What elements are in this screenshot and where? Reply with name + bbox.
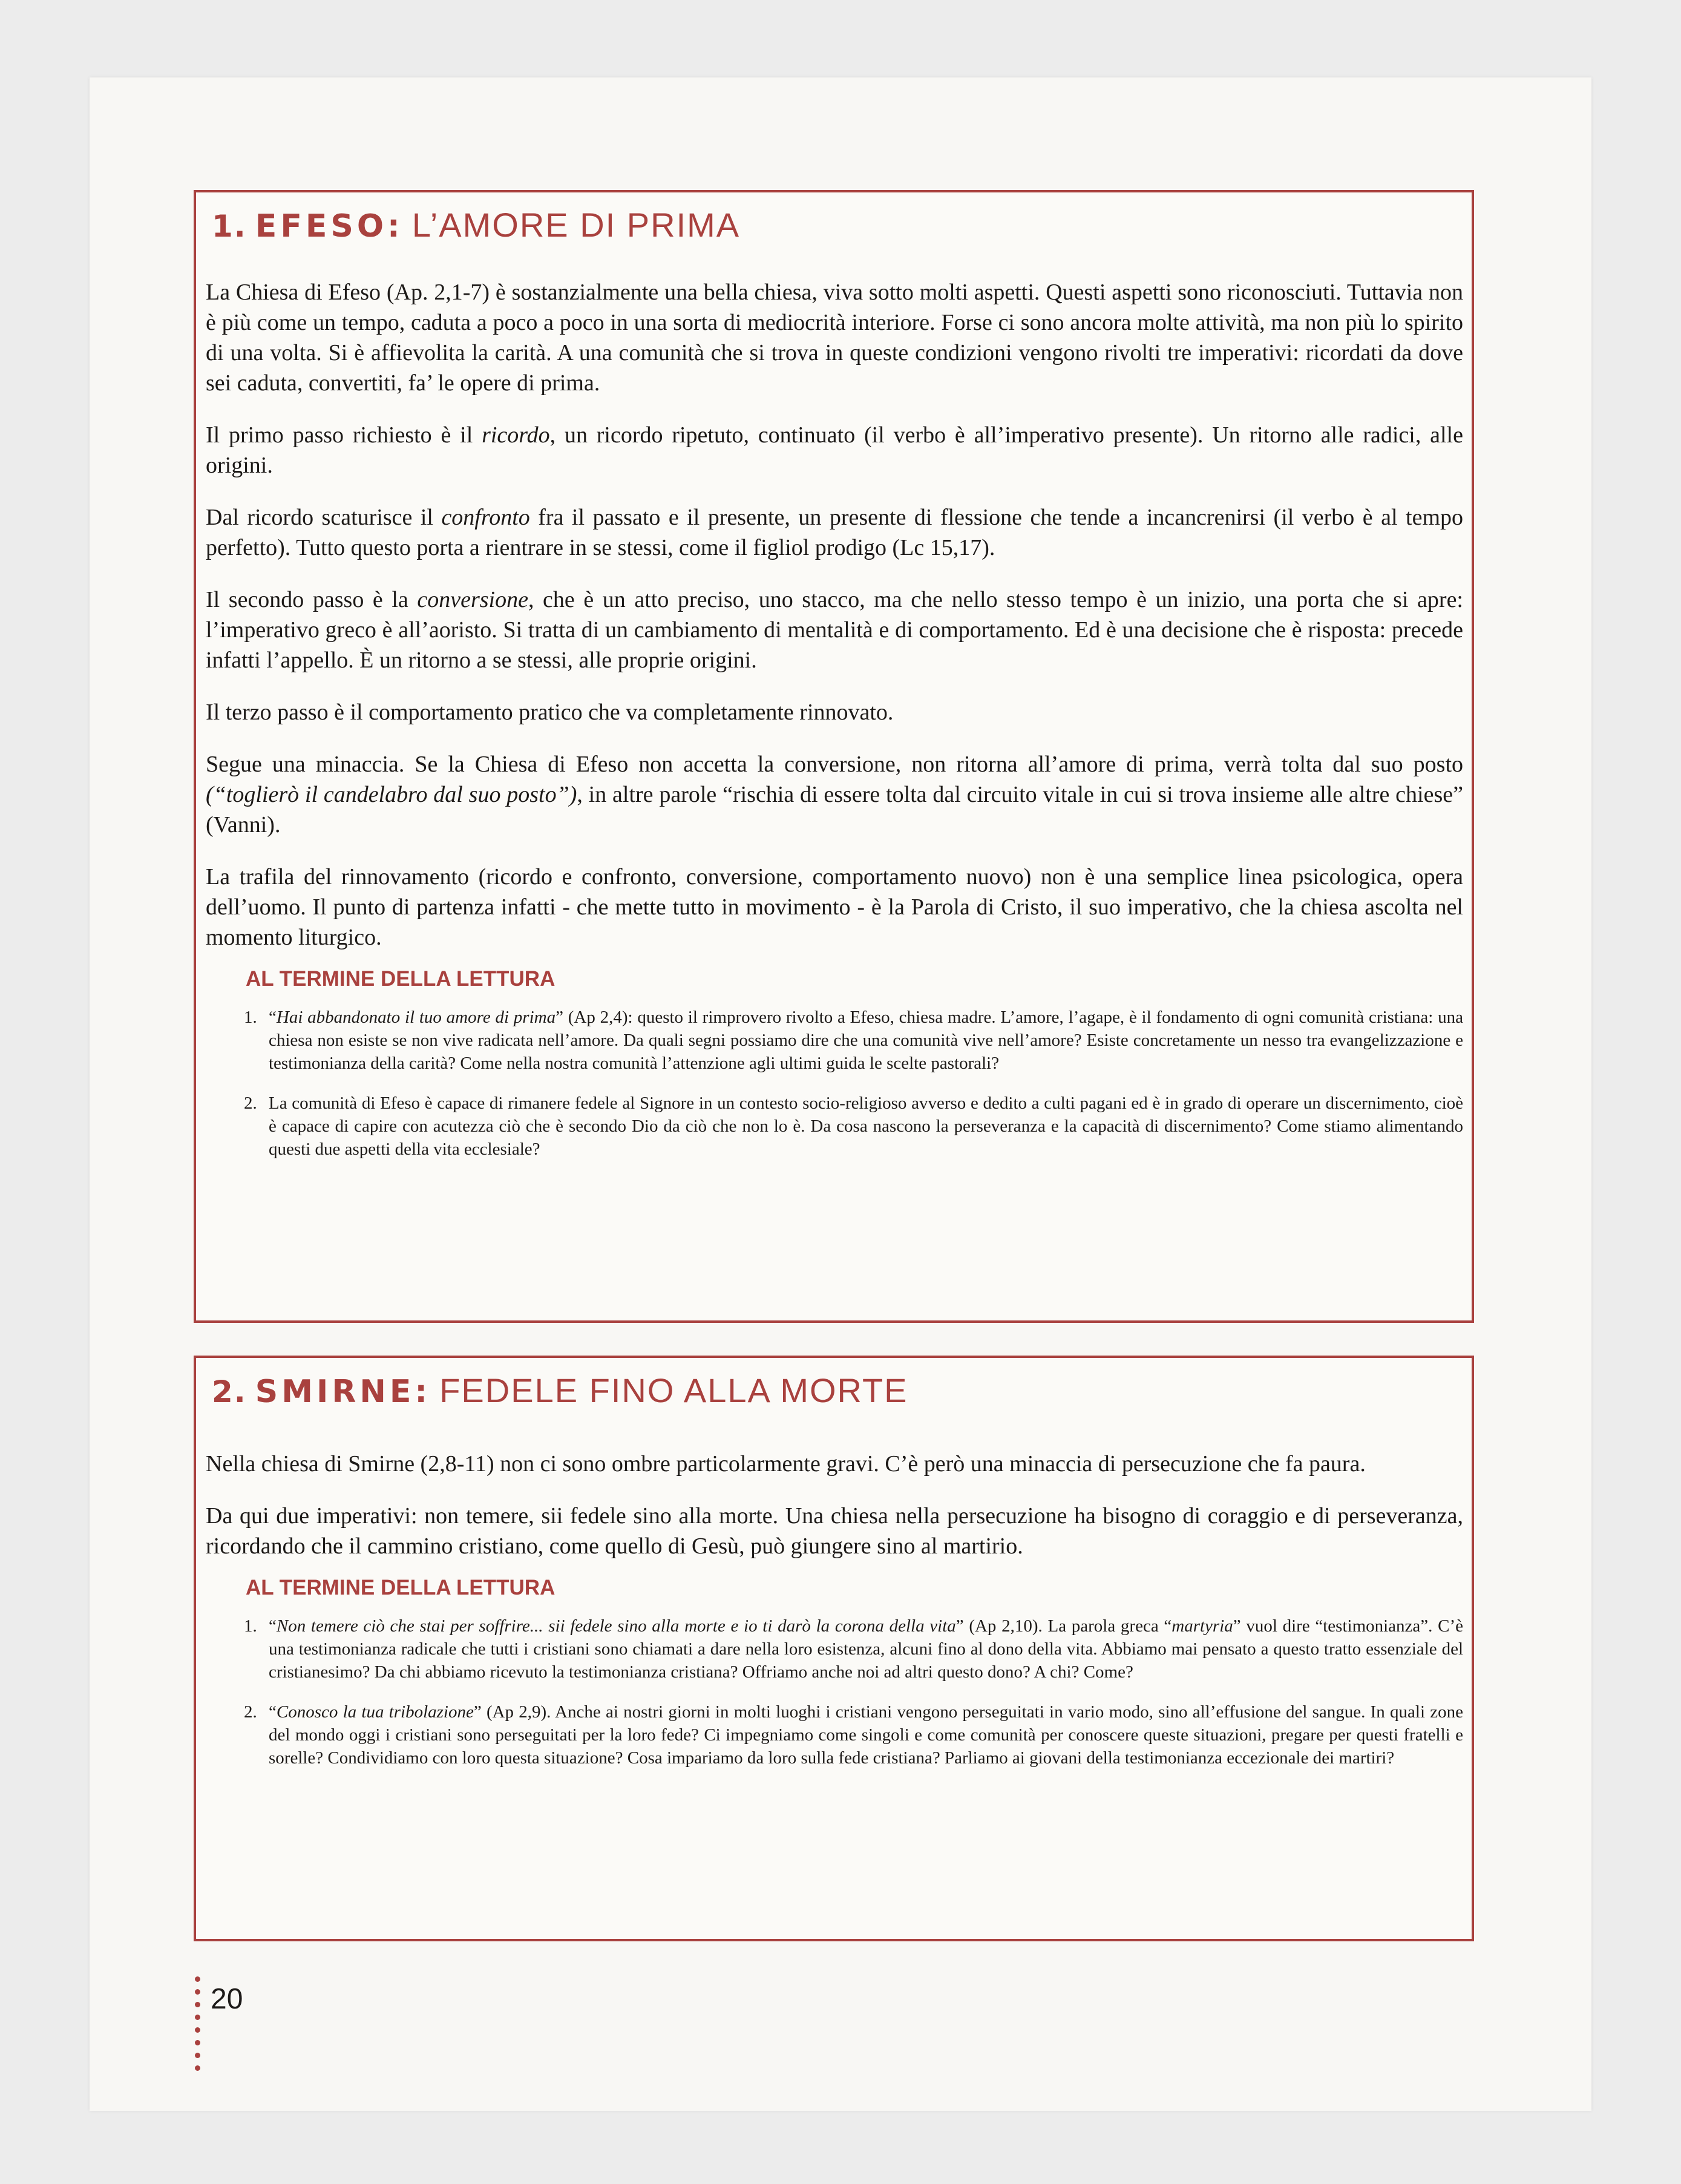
section-subtitle: FEDELE FINO ALLA MORTE bbox=[439, 1371, 908, 1409]
body-paragraph bbox=[206, 585, 1463, 675]
body-paragraph bbox=[206, 277, 1463, 398]
text-run: La Chiesa di Efeso (Ap. 2,1-7) è sostanzialmente una bella chiesa, viva sotto molti aspetti. Questi aspetti sono riconosciuti. Tuttavia non è più come un tempo, caduta a poco a poco in una sorta di mediocrità interiore. Forse ci sono ancora molte attività, ma non più lo spirito di una volta. Si è affievolita la carità. A una comunità che si trova in queste condizioni vengono rivolti tre imperativi: ricordati da dove sei caduta, convertiti, fa’ le opere di prima. bbox=[206, 280, 1463, 396]
italic-text: (“toglierò il candelabro dal suo posto”) bbox=[206, 782, 577, 807]
section-efeso bbox=[194, 190, 1474, 1323]
text-run: “ bbox=[269, 1008, 277, 1027]
body-paragraph bbox=[206, 697, 1463, 727]
page-number-dots bbox=[195, 1976, 202, 2078]
section-smirne bbox=[194, 1356, 1474, 1941]
body-paragraph bbox=[206, 1449, 1463, 1479]
lettura-heading: AL TERMINE DELLA LETTURA bbox=[246, 967, 555, 991]
text-run: La trafila del rinnovamento (ricordo e confronto, conversione, comportamento nuovo) non è una semplice linea psicologica, opera dell’uomo. Il punto di partenza infatti - che mette tutto in movimento - è la Parola di Cristo, il suo imperativo, che la chiesa ascolta nel momento liturgico. bbox=[206, 864, 1463, 950]
body-paragraph bbox=[206, 749, 1463, 840]
question-item bbox=[261, 1615, 1463, 1684]
question-list bbox=[206, 1006, 1463, 1161]
text-run: , un ricordo ripetuto, continuato (il verbo è all’imperativo presente). Un ritorno alle radici, alle origini. bbox=[206, 422, 1463, 478]
text-run: Il secondo passo è la bbox=[206, 587, 418, 612]
italic-text: martyria bbox=[1171, 1616, 1233, 1636]
text-run: “ bbox=[269, 1616, 277, 1636]
section-title bbox=[212, 208, 740, 243]
lettura-heading: AL TERMINE DELLA LETTURA bbox=[246, 1576, 555, 1599]
text-run: Nella chiesa di Smirne (2,8-11) non ci sono ombre particolarmente gravi. C’è però una minaccia di persecuzione che fa paura. bbox=[206, 1451, 1366, 1477]
page-number: 20 bbox=[211, 1983, 243, 2015]
italic-text: conversione bbox=[417, 587, 528, 612]
question-item bbox=[261, 1006, 1463, 1075]
text-run: ” vuol dire “testimonianza”. C’è una testimonianza radicale che tutti i cristiani sono chiamati a dare nella loro esistenza, alcuni fino al dono della vita. Abbiamo mai pensato a questo tratto essenziale del cristianesimo? Da chi abbiamo ricevuto la testimonianza cristiana? Offriamo anche noi ad altri questo dono? A chi? Come? bbox=[269, 1616, 1463, 1682]
text-run: ” (Ap 2,9). Anche ai nostri giorni in molti luoghi i cristiani vengono perseguitati in vario modo, sino all’effusione del sangue. In quali zone del mondo oggi i cristiani sono perseguitati per la loro fede? Ci impegniamo come singoli e come comunità per conoscere queste situazioni, pregare per questi fratelli e sorelle? Condividiamo con loro questa situazione? Cosa impariamo da loro sulla fede cristiana? Parliamo ai giovani della testimonianza eccezionale dei martiri? bbox=[269, 1702, 1463, 1768]
question-item bbox=[261, 1700, 1463, 1769]
section-body bbox=[206, 277, 1463, 1178]
section-number: 1. bbox=[212, 209, 247, 244]
question-list bbox=[206, 1615, 1463, 1769]
question-item bbox=[261, 1092, 1463, 1161]
text-run: , in altre parole “rischia di essere tolta dal circuito vitale in cui si trova insieme alle altre chiese” (Vanni). bbox=[206, 782, 1463, 838]
italic-text: Conosco la tua tribolazione bbox=[276, 1702, 474, 1722]
text-run: Il terzo passo è il comportamento pratico che va completamente rinnovato. bbox=[206, 700, 894, 725]
italic-text: Non temere ciò che stai per soffrire... sii fedele sino alla morte e io ti darò la corona della vita bbox=[276, 1616, 956, 1636]
section-body bbox=[206, 1449, 1463, 1786]
italic-text: ricordo bbox=[482, 422, 550, 448]
body-paragraph bbox=[206, 502, 1463, 563]
body-paragraph bbox=[206, 420, 1463, 480]
text-run: ” (Ap 2,10). La parola greca “ bbox=[955, 1616, 1172, 1636]
section-subtitle: L’AMORE DI PRIMA bbox=[411, 206, 741, 244]
text-run: Il primo passo richiesto è il bbox=[206, 422, 482, 448]
text-run: “ bbox=[269, 1702, 277, 1722]
text-run: , che è un atto preciso, uno stacco, ma che nello stesso tempo è un inizio, una porta che si apre: l’imperativo greco è all’aoristo. Si tratta di un cambiamento di mentalità e di comportamento. Ed è una decisione che è risposta: precede infatti l’appello. È un ritorno a se stessi, alle proprie origini. bbox=[206, 587, 1463, 673]
text-run: Dal ricordo scaturisce il bbox=[206, 505, 442, 530]
italic-text: confronto bbox=[441, 505, 530, 530]
text-run: Segue una minaccia. Se la Chiesa di Efeso non accetta la conversione, non ritorna all’amore di prima, verrà tolta dal suo posto bbox=[206, 752, 1463, 777]
section-title bbox=[212, 1371, 908, 1410]
text-run: fra il passato e il presente, un presente di flessione che tende a incancrenirsi (il verbo è al tempo perfetto). Tutto questo porta a rientrare in se stessi, come il figliol prodigo (Lc 15,17). bbox=[206, 505, 1464, 560]
section-number: 2. bbox=[212, 1374, 247, 1409]
text-run: La comunità di Efeso è capace di rimanere fedele al Signore in un contesto socio-religioso avverso e dedito a culti pagani ed è in grado di operare un discernimento, cioè è capace di capire con acutezza ciò che è secondo Dio da ciò che non lo è. Da cosa nascono la perseveranza e la capacità di discernimento? Come stiamo alimentando questi due aspetti della vita ecclesiale? bbox=[269, 1094, 1463, 1159]
body-paragraph bbox=[206, 862, 1463, 953]
section-keyword: SMIRNE: bbox=[255, 1374, 431, 1410]
body-paragraph bbox=[206, 1501, 1463, 1561]
italic-text: Hai abbandonato il tuo amore di prima bbox=[276, 1008, 556, 1027]
text-run: Da qui due imperativi: non temere, sii fedele sino alla morte. Una chiesa nella persecuzione ha bisogno di coraggio e di perseveranza, ricordando che il cammino cristiano, come quello di Gesù, può giungere sino al martirio. bbox=[206, 1503, 1463, 1559]
section-keyword: EFESO: bbox=[255, 208, 404, 244]
text-run: ” (Ap 2,4): questo il rimprovero rivolto a Efeso, chiesa madre. L’amore, l’agape, è il fondamento di ogni comunità cristiana: una chiesa non esiste se non vive radicata nell’amore. Da quali segni possiamo dire che una comunità vive nell’amore? Esiste concretamente un nesso tra evangelizzazione e testimonianza della carità? Come nella nostra comunità l’attenzione agli ultimi guida le scelte pastorali? bbox=[269, 1008, 1463, 1073]
